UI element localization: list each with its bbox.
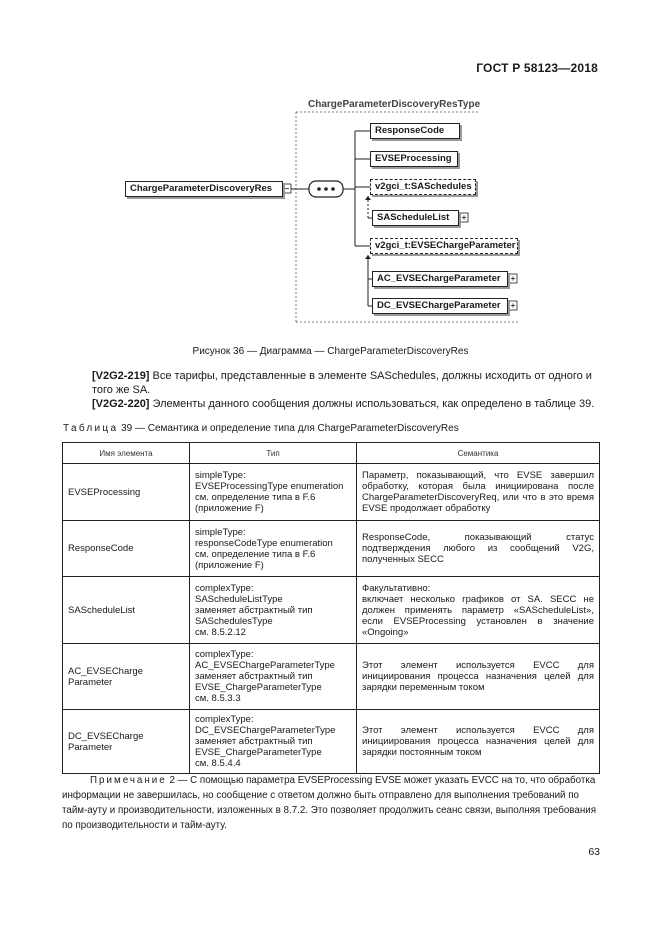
cell-name — [63, 464, 190, 521]
type-line: SASchedulesType — [195, 615, 273, 627]
type-line: responseCodeType enumeration — [195, 537, 333, 549]
name-line: ResponseCode — [68, 543, 134, 554]
semantics-table — [62, 442, 600, 774]
semantics-line: Этот элемент используется EVCC для инициирования процесса назначения целей для зарядки переменным током — [362, 660, 594, 693]
type-line: simpleType: — [195, 526, 246, 538]
type-line: AC_EVSEChargeParameterType — [195, 660, 335, 671]
figure-caption: Рисунок 36 — Диаграмма — ChargeParameterDiscoveryRes — [192, 346, 469, 357]
semantics-line: ResponseCode, показывающий статус подтверждения любого из сообщений V2G, полученных SECC — [362, 532, 594, 565]
cell-type — [190, 521, 357, 577]
table-header-row — [63, 443, 600, 464]
semantics-line: Параметр, показывающий, что EVSE завершил обработку, которая была инициирована после ChargeParameterDiscoveryReq, или что в это время EVSE продолжает обработку — [362, 470, 594, 514]
root-element: ChargeParameterDiscoveryRes — [125, 181, 283, 197]
type-line: SAScheduleListType — [195, 593, 283, 605]
table-caption-word: Таблица — [63, 423, 119, 434]
cell-name — [63, 644, 190, 710]
evse-charge-parameter-element: v2gci_t:EVSEChargeParameter — [370, 238, 518, 254]
type-line: см. 8.5.3.3 — [195, 693, 241, 704]
name-line: EVSEProcessing — [68, 486, 141, 498]
cell-type — [190, 644, 357, 710]
cell-semantics — [357, 710, 600, 774]
dc-charge-parameter-element: DC_EVSEChargeParameter — [372, 298, 508, 314]
requirement-219 — [92, 370, 600, 397]
ac-charge-parameter-element: AC_EVSEChargeParameter — [372, 271, 508, 287]
table-row — [63, 644, 600, 710]
type-line: см. 8.5.4.4 — [195, 758, 241, 769]
schema-diagram — [0, 0, 661, 345]
semantics-line: Факультативно: — [362, 582, 431, 594]
cell-name — [63, 521, 190, 577]
type-label: ChargeParameterDiscoveryResType — [308, 99, 481, 110]
name-line: Parameter — [68, 676, 113, 688]
diagram-connectors — [0, 0, 661, 345]
name-line: Parameter — [68, 741, 113, 753]
header-semantics: Семантика — [357, 443, 600, 464]
cell-type — [190, 577, 357, 644]
cell-type — [190, 710, 357, 774]
type-line: (приложение F) — [195, 559, 264, 571]
table-row — [63, 577, 600, 644]
type-line: заменяет абстрактный тип — [195, 604, 313, 616]
requirement-id: [V2G2-219] — [92, 370, 150, 382]
standard-header: ГОСТ Р 58123—2018 — [476, 61, 598, 75]
table-row — [63, 521, 600, 577]
sa-schedules-element: v2gci_t:SASchedules — [370, 179, 476, 195]
evse-processing-element: EVSEProcessing — [370, 151, 458, 167]
table-row — [63, 710, 600, 774]
cell-type — [190, 464, 357, 521]
cell-semantics — [357, 464, 600, 521]
cell-name — [63, 577, 190, 644]
type-line: EVSE_ChargeParameterType — [195, 682, 322, 693]
header-name: Имя элемента — [63, 443, 190, 464]
table-caption — [63, 423, 459, 434]
note-label: Примечание — [90, 775, 167, 786]
semantics-line: включает несколько графиков от SA. SECC не должен применять параметр «SAScheduleList», если EVSEProcessing установлен в значение «Ongoing» — [362, 593, 594, 638]
type-line: DC_EVSEChargeParameterType — [195, 725, 336, 736]
type-line: EVSEProcessingType enumeration — [195, 481, 344, 492]
type-line: см. определение типа в F.6 — [195, 548, 316, 560]
type-line: заменяет абстрактный тип — [195, 671, 313, 682]
cell-semantics — [357, 577, 600, 644]
type-line: заменяет абстрактный тип — [195, 736, 313, 747]
sa-schedule-list-element: SAScheduleList — [372, 210, 459, 226]
semantics-line: Этот элемент используется EVCC для инициирования процесса назначения целей для зарядки постоянным током — [362, 725, 594, 758]
page-number: 63 — [588, 846, 600, 858]
note — [62, 773, 600, 833]
type-line: complexType: — [195, 582, 254, 594]
table-caption-text: 39 — Семантика и определение типа для ChargeParameterDiscoveryRes — [118, 423, 459, 434]
note-text: 2 — С помощью параметра EVSEProcessing EVSE может указать EVCC на то, что обработка информации не завершилась, но сообщение с ответом должно быть отправлено для выполнения требований по тайм-ауту и производительности, изложенных в 8.7.2. Это позволяет продолжить сеанс связи, выполняя требования по производительности и тайм-ауту. — [62, 775, 597, 831]
requirement-220 — [92, 398, 600, 412]
cell-semantics — [357, 644, 600, 710]
cell-name — [63, 710, 190, 774]
table-row — [63, 464, 600, 521]
name-line: SAScheduleList — [68, 604, 136, 616]
type-line: complexType: — [195, 649, 254, 660]
type-line: см. определение типа в F.6 — [195, 492, 316, 503]
response-code-element: ResponseCode — [370, 123, 460, 139]
type-line: EVSE_ChargeParameterType — [195, 747, 322, 758]
name-line: DC_EVSECharge — [68, 730, 144, 742]
header-type: Тип — [190, 443, 357, 464]
type-line: complexType: — [195, 714, 254, 725]
requirement-text: Элементы данного сообщения должны использоваться, как определено в таблице 39. — [149, 398, 595, 410]
type-line: simpleType: — [195, 470, 246, 481]
requirement-text: Все тарифы, представленные в элементе SASchedules, должны исходить от одного и того же SA. — [92, 370, 592, 396]
type-line: см. 8.5.2.12 — [195, 626, 246, 638]
cell-semantics — [357, 521, 600, 577]
requirement-id: [V2G2-220] — [92, 398, 150, 410]
name-line: AC_EVSECharge — [68, 665, 143, 677]
type-line: (приложение F) — [195, 503, 264, 514]
